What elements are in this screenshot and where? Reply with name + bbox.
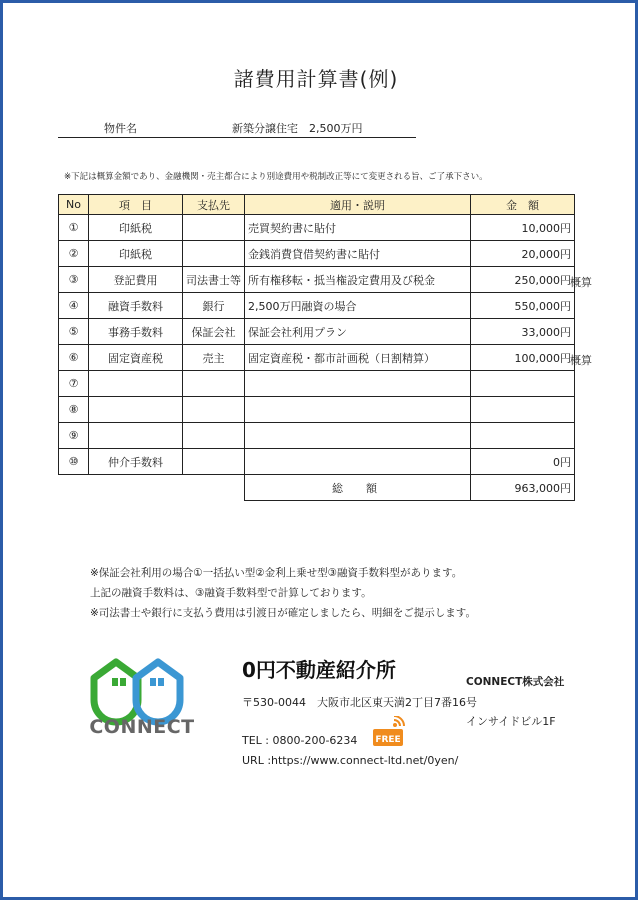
property-row [58,120,416,138]
company-building: インサイドビル1F [466,715,556,728]
company-url: URL :https://www.connect-ltd.net/0yen/ [242,754,459,767]
footnote-1: ※保証会社利用の場合①一括払い型②金利上乗せ型③融資手数料型があります。 [90,567,463,579]
row-item: 固定資産税 [89,345,183,371]
row-no: ⑨ [59,423,89,449]
company-tel: TEL : 0800-200-6234 [242,734,358,747]
row-note: 概算 [570,354,592,367]
table-row [59,293,575,319]
row-item: 融資手数料 [89,293,183,319]
table-row [59,449,575,475]
row-amount: 33,000円 [471,319,575,345]
row-amount [471,397,575,423]
row-payee: 保証会社 [183,319,245,345]
row-no: ① [59,215,89,241]
table-row [59,371,575,397]
header-no: No [59,195,89,215]
footnote-3: ※司法書士や銀行に支払う費用は引渡日が確定しましたら、明細をご提示します。 [90,607,476,619]
row-description [245,449,471,475]
row-description: 固定資産税・都市計画税（日割精算） [245,345,471,371]
table-row [59,267,575,293]
property-value: 新築分譲住宅 2,500万円 [232,122,363,135]
row-description: 所有権移転・抵当権設定費用及び税金 [245,267,471,293]
footnotes [90,563,476,623]
company-name: CONNECT株式会社 [466,676,565,688]
row-payee [183,423,245,449]
total-row [59,475,575,501]
table-header-row [59,195,575,215]
row-no: ⑤ [59,319,89,345]
row-payee [183,215,245,241]
table-row [59,215,575,241]
company-main-title: 0円不動産紹介所 [242,658,396,682]
row-no: ⑩ [59,449,89,475]
row-amount: 10,000円 [471,215,575,241]
row-description: 金銭消費貸借契約書に貼付 [245,241,471,267]
row-description: 売買契約書に貼付 [245,215,471,241]
row-no: ⑥ [59,345,89,371]
row-description [245,371,471,397]
header-payee: 支払先 [183,195,245,215]
company-address: 〒530-0044 大阪市北区東天満2丁目7番16号 [242,696,477,709]
row-no: ④ [59,293,89,319]
total-amount: 963,000円 [471,475,575,501]
row-description: 保証会社利用プラン [245,319,471,345]
row-amount [471,371,575,397]
footnote-2: 上記の融資手数料は、③融資手数料型で計算しております。 [90,587,372,599]
row-no: ② [59,241,89,267]
row-item: 登記費用 [89,267,183,293]
row-payee: 売主 [183,345,245,371]
row-item [89,423,183,449]
row-item: 印紙税 [89,215,183,241]
row-payee [183,397,245,423]
notice-text: ※下記は概算金額であり、金融機関・売主都合により別途費用や税制改正等にて変更される旨、ご了承下さい。 [64,172,488,182]
row-note: 概算 [570,276,592,289]
row-amount: 550,000円 [471,293,575,319]
row-item: 印紙税 [89,241,183,267]
row-no: ⑧ [59,397,89,423]
fee-table [58,194,575,501]
table-row [59,345,575,371]
logo-text: CONNECT [89,716,195,738]
row-payee [183,371,245,397]
table-row [59,319,575,345]
header-amount: 金 額 [471,195,575,215]
row-no: ③ [59,267,89,293]
row-item: 事務手数料 [89,319,183,345]
row-amount: 0円 [471,449,575,475]
page-title: 諸費用計算書(例) [233,67,399,91]
property-label: 物件名 [104,122,137,135]
row-description [245,423,471,449]
free-dial-icon [372,716,406,748]
table-row [59,397,575,423]
row-payee [183,241,245,267]
row-amount: 100,000円 [471,345,575,371]
table-row [59,241,575,267]
table-row [59,423,575,449]
row-amount: 250,000円 [471,267,575,293]
row-amount: 20,000円 [471,241,575,267]
total-label: 総 額 [245,475,471,501]
row-description [245,397,471,423]
row-item [89,371,183,397]
row-item [89,397,183,423]
row-payee: 司法書士等 [183,267,245,293]
row-description: 2,500万円融資の場合 [245,293,471,319]
header-description: 適用・説明 [245,195,471,215]
row-payee [183,449,245,475]
row-item: 仲介手数料 [89,449,183,475]
row-payee: 銀行 [183,293,245,319]
free-badge-text: FREE [375,735,401,745]
header-item: 項 目 [89,195,183,215]
row-amount [471,423,575,449]
row-no: ⑦ [59,371,89,397]
